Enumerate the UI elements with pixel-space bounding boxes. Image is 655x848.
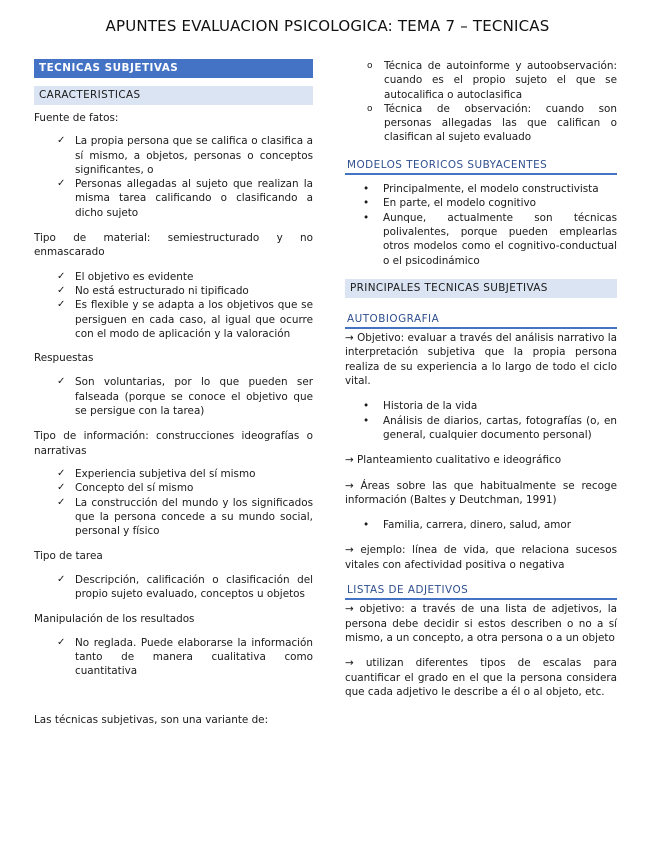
check-list xyxy=(34,134,313,220)
autobiografia-areas: → Áreas sobre las que habitualmente se recoge información (Baltes y Deutchman, 1991) xyxy=(345,479,617,506)
models-list xyxy=(345,182,617,268)
check-list xyxy=(34,270,313,341)
list-item: • Análisis de diarios, cartas, fotografías (o, en general, cualquier documento personal) xyxy=(345,414,617,443)
section-title-listas: LISTAS DE ADJETIVOS xyxy=(345,583,617,600)
list-item: ✓ El objetivo es evidente xyxy=(34,270,313,284)
closing-text: Las técnicas subjetivas, son una variante de: xyxy=(34,713,269,726)
check-list xyxy=(34,467,313,538)
check-list xyxy=(34,573,313,602)
group-label: Manipulación de los resultados xyxy=(34,613,195,626)
group-label: Respuestas xyxy=(34,352,94,365)
list-item: ✓ Personas allegadas al sujeto que realizan la misma tarea calificando o clasificando a dicho sujeto xyxy=(34,177,313,220)
list-item: • Principalmente, el modelo constructivista xyxy=(345,182,617,196)
group-label: Tipo de información: construcciones ideografías o narrativas xyxy=(34,430,313,457)
group-label: Fuente de fatos: xyxy=(34,112,119,124)
list-item: ✓ No reglada. Puede elaborarse la información tanto de manera cualitativa como cuantitativa xyxy=(34,636,313,679)
left-column xyxy=(34,59,313,727)
list-item: ✓ La propia persona que se califica o clasifica a sí mismo, a objetos, personas o conceptos significantes, o xyxy=(34,134,313,177)
list-item: ✓ Concepto del sí mismo xyxy=(34,481,313,495)
list-item: • Familia, carrera, dinero, salud, amor xyxy=(345,518,617,532)
autobiografia-list xyxy=(345,399,617,442)
section-title-tecnicas-subjetivas: TECNICAS SUBJETIVAS xyxy=(34,59,313,78)
group-label: Tipo de material: semiestructurado y no enmascarado xyxy=(34,232,313,259)
listas-scales: → utilizan diferentes tipos de escalas para cuantificar el grado en el que la persona considera que cada adjetivo le describe a él o al objeto, etc. xyxy=(345,657,617,698)
list-item: • Historia de la vida xyxy=(345,399,617,413)
list-item: o Técnica de autoinforme y autoobservación: cuando es el propio sujeto el que se autocalifica o autoclasifica xyxy=(345,59,617,102)
list-item: ✓ Descripción, calificación o clasificación del propio sujeto evaluado, conceptos u objetos xyxy=(34,573,313,602)
list-item: • Aunque, actualmente son técnicas polivalentes, porque pueden emplearlas otros modelos como el cognitivo-conductual o el psicodinámico xyxy=(345,211,617,268)
section-title-modelos: MODELOS TEORICOS SUBYACENTES xyxy=(345,158,617,175)
list-item: ✓ La construcción del mundo y los significados que la persona concede a su mundo social, personal y físico xyxy=(34,496,313,539)
list-item: ✓ Son voluntarias, por lo que pueden ser falseada (porque se conoce el objetivo que se persigue con la tarea) xyxy=(34,375,313,418)
list-item: ✓ No está estructurado ni tipificado xyxy=(34,284,313,298)
section-title-autobiografia: AUTOBIOGRAFIA xyxy=(345,312,617,329)
section-title-principales: PRINCIPALES TECNICAS SUBJETIVAS xyxy=(345,279,617,298)
variant-list xyxy=(345,59,617,145)
list-item: ✓ Experiencia subjetiva del sí mismo xyxy=(34,467,313,481)
page-title: APUNTES EVALUACION PSICOLOGICA: TEMA 7 – TECNICAS xyxy=(105,17,550,35)
right-column xyxy=(345,59,617,699)
listas-objective: → objetivo: a través de una lista de adjetivos, la persona debe decidir si estos describen o no a sí mismo, a un concepto, a otra persona o a un objeto xyxy=(345,603,617,644)
list-item: • En parte, el modelo cognitivo xyxy=(345,196,617,210)
autobiografia-example: → ejemplo: línea de vida, que relaciona sucesos vitales con afectividad positiva o negativa xyxy=(345,544,617,571)
list-item: ✓ Es flexible y se adapta a los objetivos que se persiguen en cada caso, al igual que ocurre con el modo de aplicación y la valoración xyxy=(34,298,313,341)
subsection-title-caracteristicas: CARACTERISTICAS xyxy=(34,86,313,105)
group-label: Tipo de tarea xyxy=(34,550,103,563)
autobiografia-approach: → Planteamiento cualitativo e ideográfico xyxy=(345,454,562,467)
autobiografia-objective: → Objetivo: evaluar a través del análisis narrativo la interpretación subjetiva que la propia persona realiza de su experiencia a lo largo de todo el ciclo vital. xyxy=(345,332,617,388)
check-list xyxy=(34,375,313,418)
check-list xyxy=(34,636,313,679)
areas-list xyxy=(345,518,617,532)
list-item: o Técnica de observación: cuando son personas allegadas las que califican o clasifican al sujeto evaluado xyxy=(345,102,617,145)
